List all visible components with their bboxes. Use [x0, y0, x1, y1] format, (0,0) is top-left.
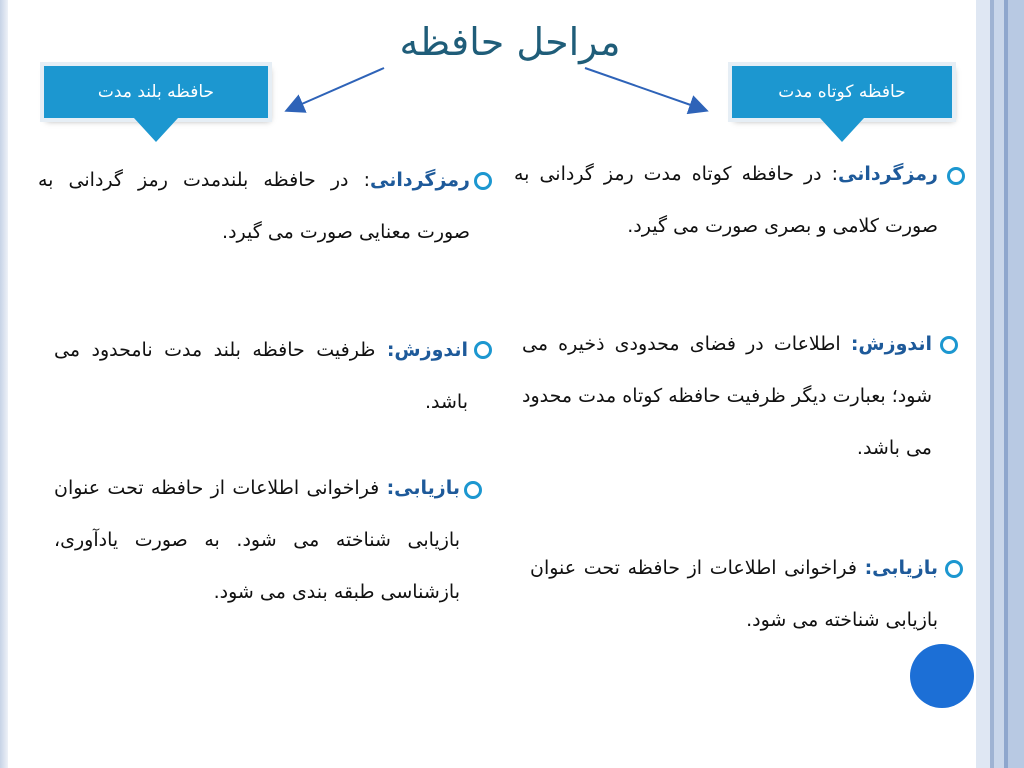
short-term-storage	[522, 318, 932, 474]
bullet-circle-icon	[947, 167, 965, 185]
short-term-memory-callout	[732, 66, 952, 118]
long-term-retrieval	[54, 462, 460, 618]
term-label: اندوزش:	[850, 333, 932, 355]
long-term-memory-label: حافظه بلند مدت	[97, 82, 215, 102]
bullet-text: در حافظه کوتاه مدت رمز گردانی به صورت کلامی و بصری صورت می گیرد.	[514, 163, 938, 237]
bullet-circle-icon	[940, 336, 958, 354]
term-label: بازیابی:	[864, 557, 938, 579]
short-term-retrieval	[530, 542, 938, 646]
long-term-memory-callout	[44, 66, 268, 118]
long-term-callout-tail	[134, 118, 178, 142]
term-label: بازیابی:	[386, 477, 460, 499]
short-term-encoding	[514, 148, 938, 252]
short-term-callout-tail	[820, 118, 864, 142]
term-separator: :	[831, 163, 838, 185]
bullet-circle-icon	[474, 341, 492, 359]
long-term-storage	[54, 324, 468, 428]
bullet-text: اطلاعات در فضای محدودی ذخیره می شود؛ بعبارت دیگر ظرفیت حافظه کوتاه مدت محدود می باشد.	[522, 333, 932, 459]
bullet-circle-icon	[474, 172, 492, 190]
bullet-circle-icon	[945, 560, 963, 578]
bullet-circle-icon	[464, 481, 482, 499]
left-decorative-stripe	[0, 0, 8, 768]
long-term-encoding	[38, 154, 470, 258]
term-label: رمزگردانی	[369, 169, 470, 191]
term-label: اندوزش:	[386, 339, 468, 361]
term-separator: :	[363, 169, 370, 191]
slide-decoration-circle	[910, 644, 974, 708]
slide-title: مراحل حافظه	[399, 20, 621, 64]
term-label: رمزگردانی	[837, 163, 938, 185]
bullet-text: فراخوانی اطلاعات از حافظه تحت عنوان بازیابی شناخته می شود.	[530, 557, 938, 631]
bullet-text: ظرفیت حافظه بلند مدت نامحدود می باشد.	[54, 339, 468, 413]
right-decorative-frame	[976, 0, 1024, 768]
bullet-text: فراخوانی اطلاعات از حافظه تحت عنوان بازیابی شناخته می شود. به صورت یادآوری، بازشناسی طبقه بندی می شود.	[54, 477, 460, 603]
short-term-memory-label: حافظه کوتاه مدت	[778, 82, 906, 102]
bullet-text: در حافظه بلندمدت رمز گردانی به صورت معنایی صورت می گیرد.	[38, 169, 470, 243]
